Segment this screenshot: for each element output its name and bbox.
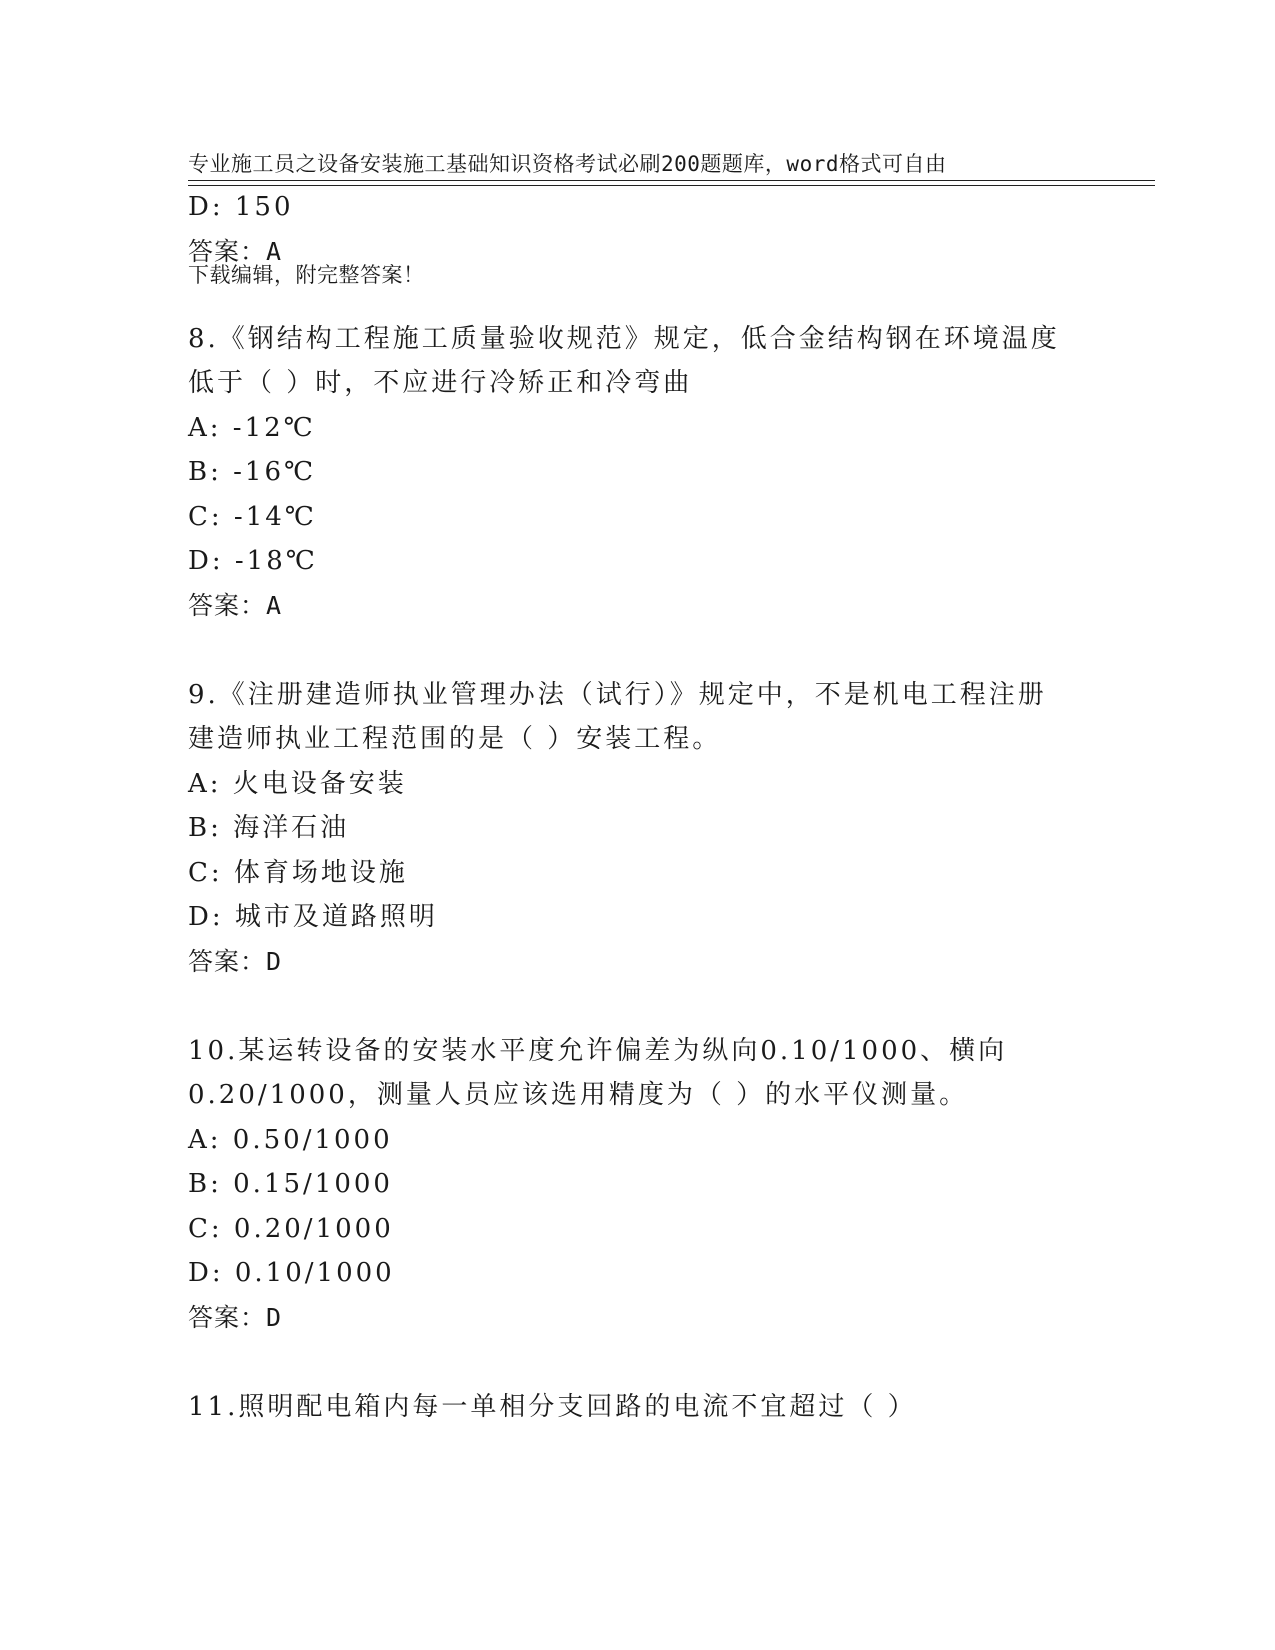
- document-header: [188, 72, 1088, 331]
- q9-stem-line-2: 建造师执业工程范围的是（ ）安装工程。: [188, 724, 722, 754]
- q9-answer: 答案：D: [188, 947, 283, 976]
- q10-stem-line-1: 10.某运转设备的安装水平度允许偏差为纵向0.10/1000、横向: [188, 1036, 1008, 1066]
- q8-stem-line-1: 8.《钢结构工程施工质量验收规范》规定，低合金结构钢在环境温度: [188, 324, 1060, 354]
- q10-answer: 答案：D: [188, 1303, 283, 1332]
- q11-stem-line-1: 11.照明配电箱内每一单相分支回路的电流不宜超过（ ）: [188, 1392, 917, 1422]
- q10-option-a: A: 0.50/1000: [188, 1125, 393, 1155]
- q9-stem-line-1: 9.《注册建造师执业管理办法（试行）》规定中，不是机电工程注册: [188, 680, 1047, 710]
- prev-answer: 答案：A: [188, 237, 283, 266]
- q10-stem-line-2: 0.20/1000，测量人员应该选用精度为（ ）的水平仪测量。: [188, 1080, 969, 1110]
- q8-option-a: A: -12℃: [188, 413, 316, 443]
- q8-option-c: C: -14℃: [188, 502, 317, 532]
- q8-answer: 答案：A: [188, 591, 283, 620]
- header-divider-bottom: [188, 185, 1155, 186]
- q10-option-d: D: 0.10/1000: [188, 1258, 395, 1288]
- q9-option-d: D: 城市及道路照明: [188, 902, 438, 932]
- q8-stem-line-2: 低于（ ）时，不应进行冷矫正和冷弯曲: [188, 368, 693, 398]
- q9-option-c: C: 体育场地设施: [188, 858, 408, 888]
- header-line-1: 专业施工员之设备安装施工基础知识资格考试必刷200题题库，word格式可自由: [188, 152, 947, 176]
- q9-option-b: B: 海洋石油: [188, 813, 350, 843]
- q8-option-d: D: -18℃: [188, 546, 318, 576]
- prev-option-d: D: 150: [188, 192, 294, 222]
- q10-option-c: C: 0.20/1000: [188, 1214, 394, 1244]
- header-line-2: 下载编辑，附完整答案！: [188, 263, 425, 287]
- q8-option-b: B: -16℃: [188, 457, 317, 487]
- q9-option-a: A: 火电设备安装: [188, 769, 407, 799]
- q10-option-b: B: 0.15/1000: [188, 1169, 393, 1199]
- header-divider-top: [188, 180, 1155, 181]
